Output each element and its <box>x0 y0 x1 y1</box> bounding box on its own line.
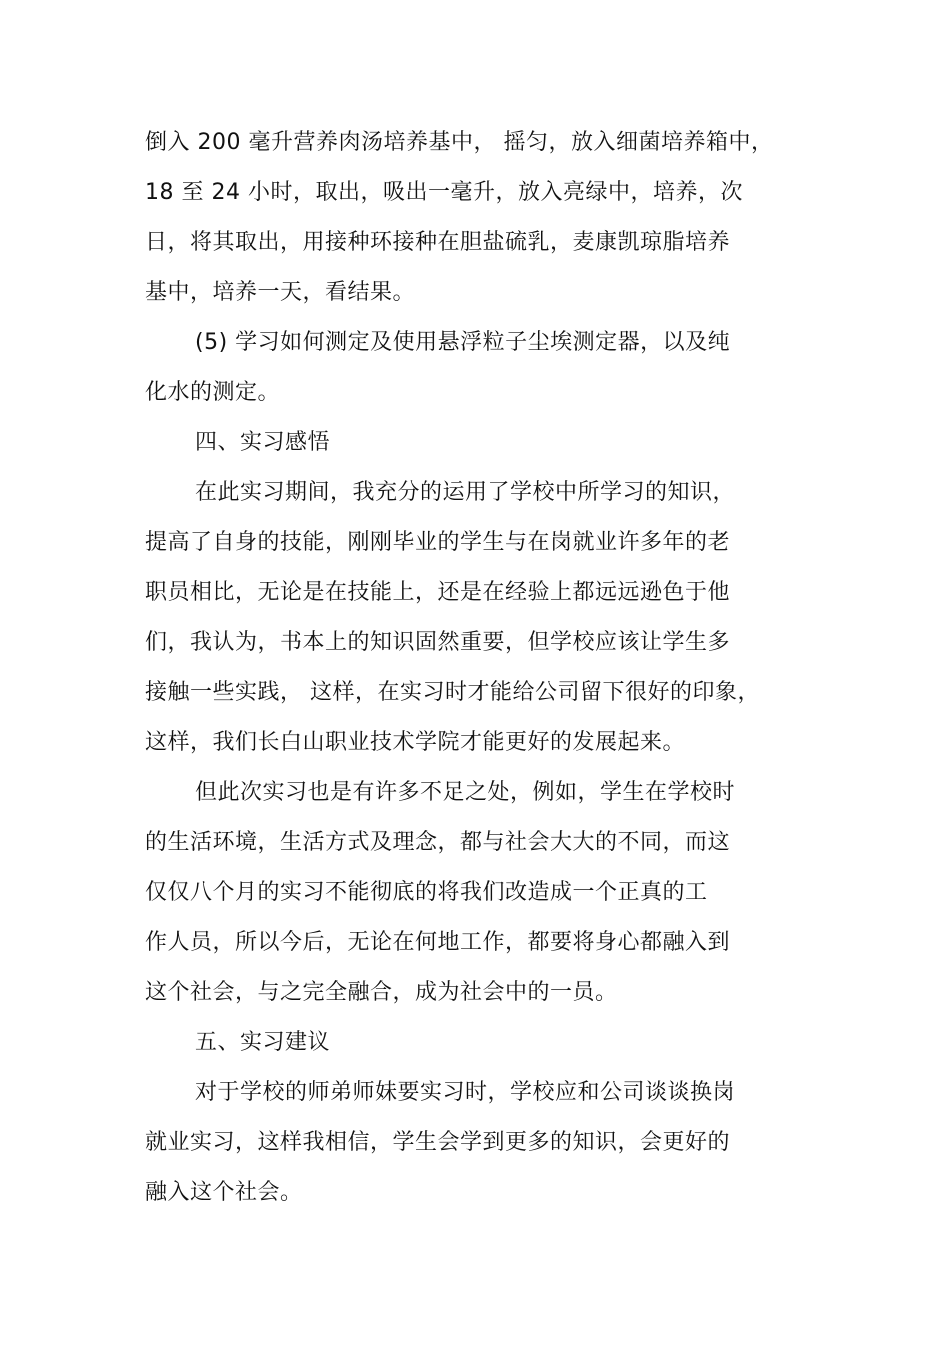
text-line: 在此实习期间，我充分的运用了学校中所学习的知识， <box>195 480 736 505</box>
text-line: 这个社会，与之完全融合，成为社会中的一员。 <box>145 980 618 1005</box>
text-line: 提高了自身的技能，刚刚毕业的学生与在岗就业许多年的老 <box>145 530 731 555</box>
text-line: 就业实习，这样我相信，学生会学到更多的知识，会更好的 <box>145 1130 731 1155</box>
section-heading: 四、实习感悟 <box>195 430 331 455</box>
text-line: 对于学校的师弟师妹要实习时，学校应和公司谈谈换岗 <box>195 1080 736 1105</box>
text-line: (5) 学习如何测定及使用悬浮粒子尘埃测定器，以及纯 <box>195 330 731 355</box>
text-line: 但此次实习也是有许多不足之处，例如，学生在学校时 <box>195 780 736 805</box>
text-line: 基中，培养一天，看结果。 <box>145 280 416 305</box>
text-line: 18 至 24 小时，取出，吸出一毫升，放入亮绿中，培养，次 <box>145 180 743 205</box>
text-line: 的生活环境，生活方式及理念，都与社会大大的不同，而这 <box>145 830 731 855</box>
text-line: 倒入 200 毫升营养肉汤培养基中， 摇匀，放入细菌培养箱中， <box>145 130 774 155</box>
text-line: 们，我认为，书本上的知识固然重要，但学校应该让学生多 <box>145 630 731 655</box>
text-line: 融入这个社会。 <box>145 1180 303 1205</box>
text-line: 职员相比，无论是在技能上，还是在经验上都远远逊色于他 <box>145 580 731 605</box>
text-line: 作人员，所以今后，无论在何地工作，都要将身心都融入到 <box>145 930 731 955</box>
text-line: 这样，我们长白山职业技术学院才能更好的发展起来。 <box>145 730 686 755</box>
section-heading: 五、实习建议 <box>195 1030 331 1055</box>
text-line: 接触一些实践， 这样，在实习时才能给公司留下很好的印象， <box>145 680 760 705</box>
text-line: 化水的测定。 <box>145 380 281 405</box>
text-line: 仅仅八个月的实习不能彻底的将我们改造成一个正真的工 <box>145 880 708 905</box>
text-line: 日，将其取出，用接种环接种在胆盐硫乳，麦康凯琼脂培养 <box>145 230 731 255</box>
